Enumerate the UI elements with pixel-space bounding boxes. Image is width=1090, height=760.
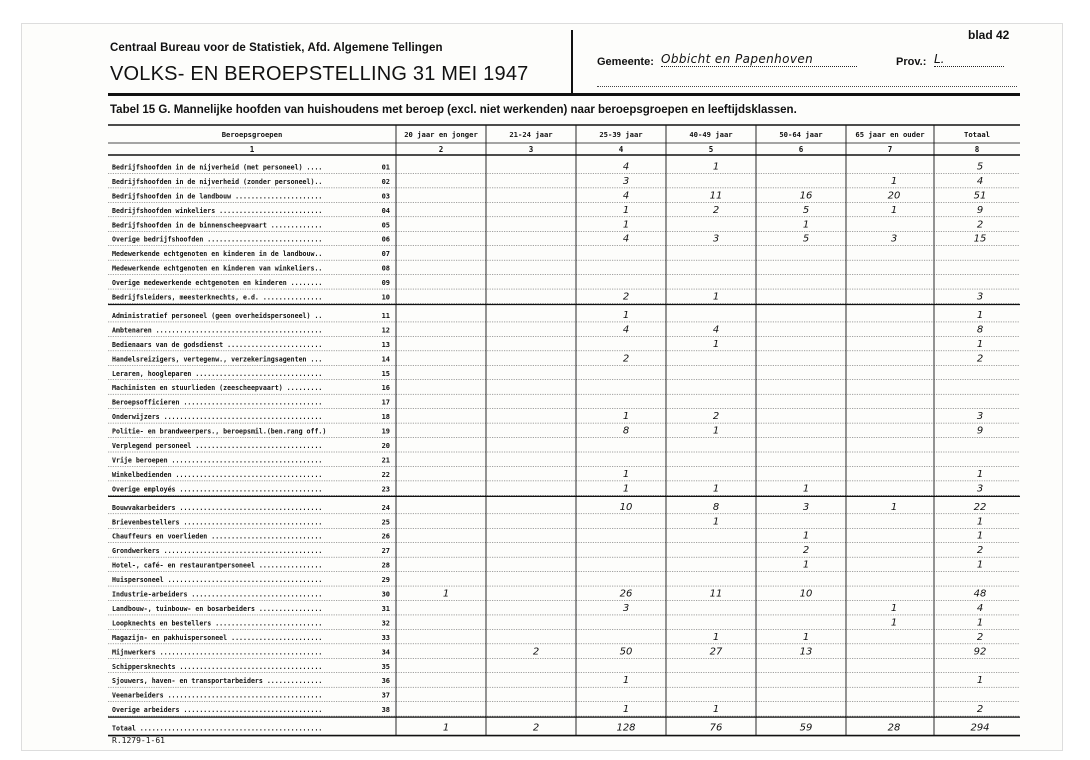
row-label: Overige arbeiders ................................... <box>112 706 323 715</box>
column-header: 40-49 jaar <box>689 130 733 139</box>
row-number: 19 <box>381 427 390 436</box>
cell-value: 3 <box>976 411 984 423</box>
province-label: Prov.: <box>896 56 927 68</box>
cell-value: 10 <box>799 588 813 600</box>
total-value: 76 <box>709 722 723 734</box>
row-label: Beroepsofficieren ................................... <box>112 398 323 407</box>
row-label: Bedrijfshoofden in de nijverheid (zonder personeel).. <box>112 177 323 186</box>
cell-value: 1 <box>622 675 630 687</box>
column-header: 65 jaar en ouder <box>855 130 925 139</box>
cell-value: 2 <box>532 646 540 658</box>
row-number: 02 <box>381 177 390 186</box>
cell-value: 3 <box>712 233 720 245</box>
cell-value: 1 <box>890 204 898 216</box>
column-number: 2 <box>438 145 444 154</box>
cell-value: 1 <box>712 516 720 528</box>
cell-value: 1 <box>976 675 984 687</box>
cell-value: 3 <box>890 233 898 245</box>
row-label: Bedienaars van de godsdienst ........................ <box>112 340 323 349</box>
row-label: Hotel-, café- en restaurantpersoneel ................ <box>112 561 323 570</box>
row-label: Onderwijzers ........................................ <box>112 413 323 422</box>
dotted-line <box>597 86 1017 87</box>
cell-value: 1 <box>802 530 810 542</box>
column-header: 20 jaar en jonger <box>404 130 478 139</box>
column-header: Beroepsgroepen <box>221 130 283 139</box>
cell-value: 8 <box>976 324 984 336</box>
row-label: Bedrijfshoofden winkeliers .......................... <box>112 206 323 215</box>
row-label: Overige employés .................................... <box>112 485 323 494</box>
row-number: 32 <box>381 619 390 628</box>
column-number: 6 <box>798 145 804 154</box>
row-label: Handelsreizigers, vertegenw., verzekeringsagenten ... <box>112 355 323 364</box>
row-label: Veenarbeiders ....................................... <box>112 691 323 700</box>
row-number: 05 <box>381 221 390 230</box>
cell-value: 1 <box>622 704 630 716</box>
cell-value: 1 <box>890 617 898 629</box>
row-number: 30 <box>381 590 390 599</box>
cell-value: 1 <box>976 617 984 629</box>
cell-value: 2 <box>976 704 984 716</box>
cell-value: 3 <box>976 483 984 495</box>
column-number: 3 <box>528 145 534 154</box>
cell-value: 51 <box>973 190 987 202</box>
cell-value: 2 <box>712 411 720 423</box>
total-value: 2 <box>532 722 540 734</box>
row-number: 15 <box>381 369 390 378</box>
column-number: 4 <box>618 145 624 154</box>
row-number: 16 <box>381 384 390 393</box>
row-number: 06 <box>381 235 390 244</box>
cell-value: 1 <box>802 559 810 571</box>
cell-value: 1 <box>622 219 630 231</box>
row-number: 31 <box>381 604 390 613</box>
cell-value: 4 <box>622 233 630 245</box>
total-value: 128 <box>616 722 636 734</box>
cell-value: 1 <box>802 483 810 495</box>
row-number: 36 <box>381 677 390 686</box>
cell-value: 1 <box>622 411 630 423</box>
row-label: Bouwvakarbeiders .................................... <box>112 503 323 512</box>
cell-value: 5 <box>976 161 984 173</box>
cell-value: 1 <box>622 204 630 216</box>
row-number: 12 <box>381 326 390 335</box>
row-number: 09 <box>381 279 390 288</box>
row-number: 29 <box>381 576 390 585</box>
cell-value: 2 <box>976 219 984 231</box>
cell-value: 1 <box>712 161 720 173</box>
cell-value: 4 <box>976 602 984 614</box>
gemeente-value: Obbicht en Papenhoven <box>661 52 857 67</box>
row-label: Vrije beroepen ...................................... <box>112 456 323 465</box>
cell-value: 1 <box>712 291 720 303</box>
column-number: 7 <box>887 145 893 154</box>
row-number: 28 <box>381 561 390 570</box>
cell-value: 4 <box>622 190 630 202</box>
column-header: 25-39 jaar <box>599 130 643 139</box>
cell-value: 1 <box>712 704 720 716</box>
row-label: Chauffeurs en voerlieden ............................ <box>112 532 323 541</box>
row-label: Sjouwers, haven- en transportarbeiders .............. <box>112 677 323 686</box>
cell-value: 1 <box>890 602 898 614</box>
cell-value: 1 <box>976 338 984 350</box>
cell-value: 9 <box>976 425 984 437</box>
row-label: Bedrijfshoofden in de landbouw ...................... <box>112 192 323 201</box>
row-label: Politie- en brandweerpers., beroepsmil.(ben.rang off.) <box>112 427 327 436</box>
row-label: Ambtenaren .......................................... <box>112 326 323 335</box>
cell-value: 1 <box>622 483 630 495</box>
column-number: 1 <box>249 145 255 154</box>
cell-value: 13 <box>799 646 813 658</box>
column-header: 21-24 jaar <box>509 130 553 139</box>
cell-value: 10 <box>619 501 633 513</box>
row-label: Winkelbedienden ..................................... <box>112 470 323 479</box>
cell-value: 1 <box>802 631 810 643</box>
cell-value: 9 <box>976 204 984 216</box>
row-number: 10 <box>381 293 390 302</box>
form-title: VOLKS- EN BEROEPSTELLING 31 MEI 1947 <box>110 63 529 85</box>
row-number: 21 <box>381 456 390 465</box>
row-number: 38 <box>381 706 390 715</box>
total-label: Totaal .............................................. <box>112 724 323 733</box>
table-title: Tabel 15 G. Mannelijke hoofden van huishoudens met beroep (excl. niet werkenden) naar beroepsgroepen en leeftijdsklassen. <box>110 104 797 116</box>
cell-value: 1 <box>976 516 984 528</box>
bureau-name: Centraal Bureau voor de Statistiek, Afd. Algemene Tellingen <box>110 42 443 54</box>
row-label: Medewerkende echtgenoten en kinderen in de landbouw.. <box>112 250 323 259</box>
cell-value: 1 <box>976 559 984 571</box>
cell-value: 2 <box>802 545 810 557</box>
form-code: R.1279-1-61 <box>112 736 165 745</box>
row-label: Overige bedrijfshoofden ............................. <box>112 235 323 244</box>
row-number: 11 <box>381 311 390 320</box>
cell-value: 22 <box>973 501 987 513</box>
row-number: 13 <box>381 340 390 349</box>
row-label: Leraren, hooglераren ................................ <box>112 369 323 378</box>
row-label: Magazijn- en pakhuispersoneel ....................... <box>112 633 323 642</box>
gemeente-label: Gemeente: <box>597 56 654 68</box>
row-label: Schippersknechts .................................... <box>112 662 323 671</box>
cell-value: 48 <box>973 588 987 600</box>
column-number: 5 <box>708 145 714 154</box>
row-label: Huispersoneel ....................................... <box>112 576 323 585</box>
cell-value: 92 <box>973 646 987 658</box>
row-number: 17 <box>381 398 390 407</box>
cell-value: 5 <box>802 204 810 216</box>
row-label: Mijnwerkers ......................................... <box>112 648 323 657</box>
row-number: 08 <box>381 264 390 273</box>
cell-value: 1 <box>712 425 720 437</box>
cell-value: 3 <box>802 501 810 513</box>
census-table <box>108 121 1023 737</box>
row-number: 18 <box>381 413 390 422</box>
row-number: 04 <box>381 206 390 215</box>
cell-value: 1 <box>712 483 720 495</box>
cell-value: 27 <box>709 646 723 658</box>
cell-value: 26 <box>619 588 633 600</box>
cell-value: 4 <box>976 175 984 187</box>
cell-value: 11 <box>709 588 723 600</box>
cell-value: 1 <box>976 309 984 321</box>
cell-value: 1 <box>712 338 720 350</box>
row-number: 27 <box>381 547 390 556</box>
cell-value: 1 <box>976 530 984 542</box>
cell-value: 4 <box>622 161 630 173</box>
total-value: 28 <box>887 722 901 734</box>
cell-value: 1 <box>890 501 898 513</box>
total-value: 1 <box>442 722 450 734</box>
cell-value: 1 <box>442 588 450 600</box>
row-label: Administratief personeel (geen overheidspersoneel) .. <box>112 311 323 320</box>
cell-value: 4 <box>712 324 720 336</box>
header-rule <box>108 93 1020 96</box>
total-value: 59 <box>799 722 813 734</box>
row-number: 25 <box>381 518 390 527</box>
row-number: 01 <box>381 163 390 172</box>
row-number: 23 <box>381 485 390 494</box>
row-number: 24 <box>381 503 390 512</box>
cell-value: 3 <box>622 602 630 614</box>
row-number: 34 <box>381 648 390 657</box>
cell-value: 5 <box>802 233 810 245</box>
cell-value: 2 <box>976 545 984 557</box>
row-label: Loopknechts en bestellers ........................... <box>112 619 323 628</box>
row-number: 07 <box>381 250 390 259</box>
row-label: Bedrijfshoofden in de binnenscheepvaart ............. <box>112 221 323 230</box>
row-label: Brievenbestellers ................................... <box>112 518 323 527</box>
row-number: 33 <box>381 633 390 642</box>
sheet-number: blad 42 <box>968 28 1010 42</box>
row-number: 20 <box>381 442 390 450</box>
row-number: 03 <box>381 192 390 201</box>
row-label: Grondwerkers ........................................ <box>112 547 323 556</box>
province-value: L. <box>934 52 1004 67</box>
cell-value: 8 <box>712 501 720 513</box>
cell-value: 8 <box>622 425 630 437</box>
column-header: 50-64 jaar <box>779 130 823 139</box>
cell-value: 16 <box>799 190 813 202</box>
cell-value: 1 <box>622 468 630 480</box>
cell-value: 2 <box>976 631 984 643</box>
row-label: Bedrijfsleiders, meesterknechts, e.d. ............... <box>112 293 323 302</box>
row-number: 22 <box>381 470 390 479</box>
cell-value: 4 <box>622 324 630 336</box>
row-label: Medewerkende echtgenoten en kinderen van winkeliers.. <box>112 264 323 273</box>
row-label: Verplegend personeel ................................ <box>112 442 323 450</box>
row-label: Bedrijfshoofden in de nijverheid (met personeel) .... <box>112 163 323 172</box>
cell-value: 1 <box>622 309 630 321</box>
cell-value: 3 <box>622 175 630 187</box>
cell-value: 1 <box>976 468 984 480</box>
cell-value: 50 <box>619 646 633 658</box>
cell-value: 11 <box>709 190 723 202</box>
row-label: Overige medewerkende echtgenoten en kinderen ........ <box>112 279 323 288</box>
row-number: 14 <box>381 355 390 364</box>
row-number: 37 <box>381 691 390 700</box>
total-value: 294 <box>970 722 990 734</box>
row-number: 35 <box>381 662 390 671</box>
cell-value: 1 <box>712 631 720 643</box>
cell-value: 1 <box>890 175 898 187</box>
header-divider <box>571 30 573 96</box>
cell-value: 1 <box>802 219 810 231</box>
row-label: Landbouw-, tuinbouw- en bosarbeiders ................ <box>112 604 323 613</box>
cell-value: 2 <box>976 353 984 365</box>
cell-value: 2 <box>712 204 720 216</box>
cell-value: 3 <box>976 291 984 303</box>
cell-value: 2 <box>622 291 630 303</box>
row-label: Industrie-arbeiders ................................. <box>112 590 323 599</box>
column-header: Totaal <box>964 130 990 139</box>
cell-value: 20 <box>887 190 901 202</box>
column-number: 8 <box>974 145 980 154</box>
row-label: Machinisten en stuurlieden (zeescheepvaart) ......... <box>112 384 323 393</box>
cell-value: 2 <box>622 353 630 365</box>
cell-value: 15 <box>973 233 987 245</box>
row-number: 26 <box>381 532 390 541</box>
